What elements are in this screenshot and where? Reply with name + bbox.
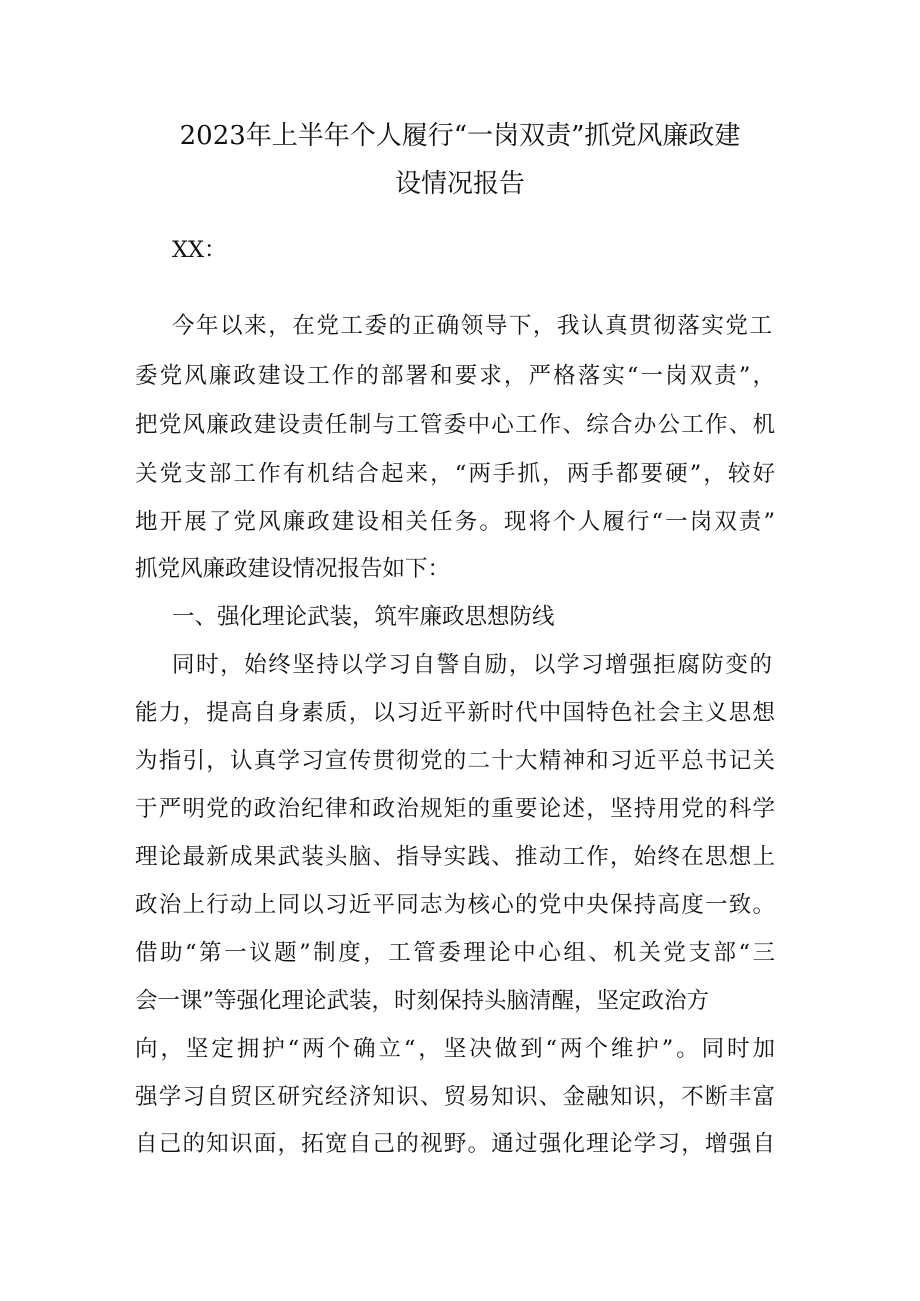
paragraph-1-line: 关党支部工作有机结合起来，“两手抓，两手都要硬”，较好 [135, 461, 775, 487]
paragraph-1-line: 把党风廉政建设责任制与工管委中心工作、综合办公工作、机 [135, 412, 775, 438]
section-heading-1: 一、强化理论武装，筑牢廉政思想防线 [172, 604, 555, 630]
salutation: XX： [172, 237, 227, 263]
paragraph-1-line: 委党风廉政建设工作的部署和要求，严格落实“一岗双责”， [135, 363, 775, 389]
paragraph-1-line: 抓党风廉政建设情况报告如下： [135, 556, 451, 582]
paragraph-2-line: 会一课”等强化理论武装，时刻保持头脑清醒，坚定政治方 [135, 988, 710, 1014]
paragraph-1-line: 地开展了党风廉政建设相关任务。现将个人履行“一岗双责” [135, 509, 775, 535]
document-title-line-1: 2023年上半年个人履行“一岗双责”抓党风廉政建 [179, 121, 741, 151]
paragraph-2-line: 政治上行动上同以习近平同志为核心的党中央保持高度一致。 [135, 892, 775, 918]
paragraph-2-line: 同时，始终坚持以学习自警自励，以学习增强拒腐防变的 [172, 652, 772, 678]
paragraph-1-line: 今年以来，在党工委的正确领导下，我认真贯彻落实党工 [172, 313, 772, 339]
paragraph-2-line: 于严明党的政治纪律和政治规矩的重要论述，坚持用党的科学 [135, 796, 775, 822]
paragraph-2-line: 自己的知识面，拓宽自己的视野。通过强化理论学习，增强自 [135, 1131, 775, 1157]
paragraph-2-line: 向，坚定拥护“两个确立“，坚决做到“两个维护”。同时加 [135, 1036, 775, 1062]
paragraph-2-line: 理论最新成果武装头脑、指导实践、推动工作，始终在思想上 [135, 844, 775, 870]
paragraph-2-line: 借助“第一议题”制度，工管委理论中心组、机关党支部“三 [135, 940, 775, 966]
paragraph-2-line: 能力，提高自身素质，以习近平新时代中国特色社会主义思想 [135, 700, 775, 726]
document-title-line-2: 设情况报告 [394, 169, 525, 199]
paragraph-2-line: 强学习自贸区研究经济知识、贸易知识、金融知识，不断丰富 [135, 1084, 775, 1110]
paragraph-2-line: 为指引，认真学习宣传贯彻党的二十大精神和习近平总书记关 [135, 748, 775, 774]
